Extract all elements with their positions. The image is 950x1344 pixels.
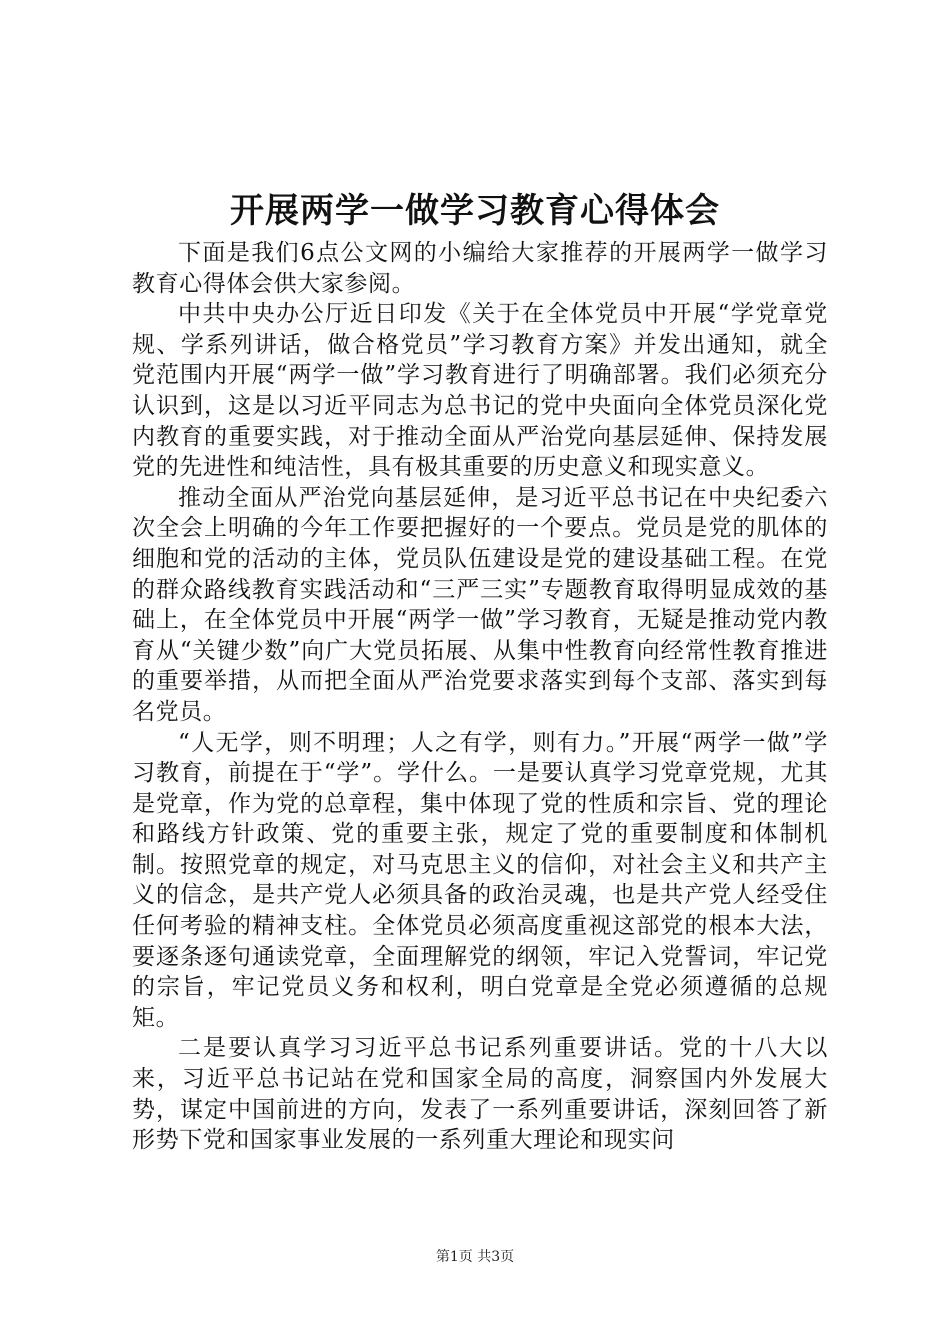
paragraph-intro: 下面是我们6点公文网的小编给大家推荐的开展两学一做学习教育心得体会供大家参阅。 xyxy=(132,240,828,297)
paragraph-study-charter: “人无学，则不明理；人之有学，则有力。”开展“两学一做”学习教育，前提在于“学”。学什么。一是要认真学习党章党规，尤其是党章，作为党的总章程，集中体现了党的性质和宗旨、党的理论和路线方针政策、党的重要主张，规定了党的重要制度和体制机制。按照党章的规定，对马克思主义的信仰，对社会主义和共产主义的信念，是共产党人必须具备的政治灵魂，也是共产党人经受住任何考验的精神支柱。全体党员必须高度重视这部党的根本大法，要逐条逐句通读党章，全面理解党的纲领，牢记入党誓词，牢记党的宗旨，牢记党员义务和权利，明白党章是全党必须遵循的总规矩。 xyxy=(132,729,828,1031)
document-title: 开展两学一做学习教育心得体会 xyxy=(230,191,720,231)
paragraph-extend: 推动全面从严治党向基层延伸，是习近平总书记在中央纪委六次全会上明确的今年工作要把握好的一个要点。党员是党的肌体的细胞和党的活动的主体，党员队伍建设是党的建设基础工程。在党的群众路线教育实践活动和“三严三实”专题教育取得明显成效的基础上，在全体党员中开展“两学一做”学习教育，无疑是推动党内教育从“关键少数”向广大党员拓展、从集中性教育向经常性教育推进的重要举措，从而把全面从严治党要求落实到每个支部、落实到每名党员。 xyxy=(132,484,828,725)
page-number-footer: 第1页 共3页 xyxy=(435,1249,515,1265)
document-body xyxy=(132,238,828,1156)
paragraph-study-speeches: 二是要认真学习习近平总书记系列重要讲话。党的十八大以来，习近平总书记站在党和国家全局的高度，洞察国内外发展大势，谋定中国前进的方向，发表了一系列重要讲话，深刻回答了新形势下党和国家事业发展的一系列重大理论和现实问 xyxy=(132,1035,828,1154)
paragraph-notice: 中共中央办公厅近日印发《关于在全体党员中开展“学党章党规、学系列讲话，做合格党员”学习教育方案》并发出通知，就全党范围内开展“两学一做”学习教育进行了明确部署。我们必须充分认识到，这是以习近平同志为总书记的党中央面向全体党员深化党内教育的重要实践，对于推动全面从严治党向基层延伸、保持发展党的先进性和纯洁性，具有极其重要的历史意义和现实意义。 xyxy=(132,301,828,481)
